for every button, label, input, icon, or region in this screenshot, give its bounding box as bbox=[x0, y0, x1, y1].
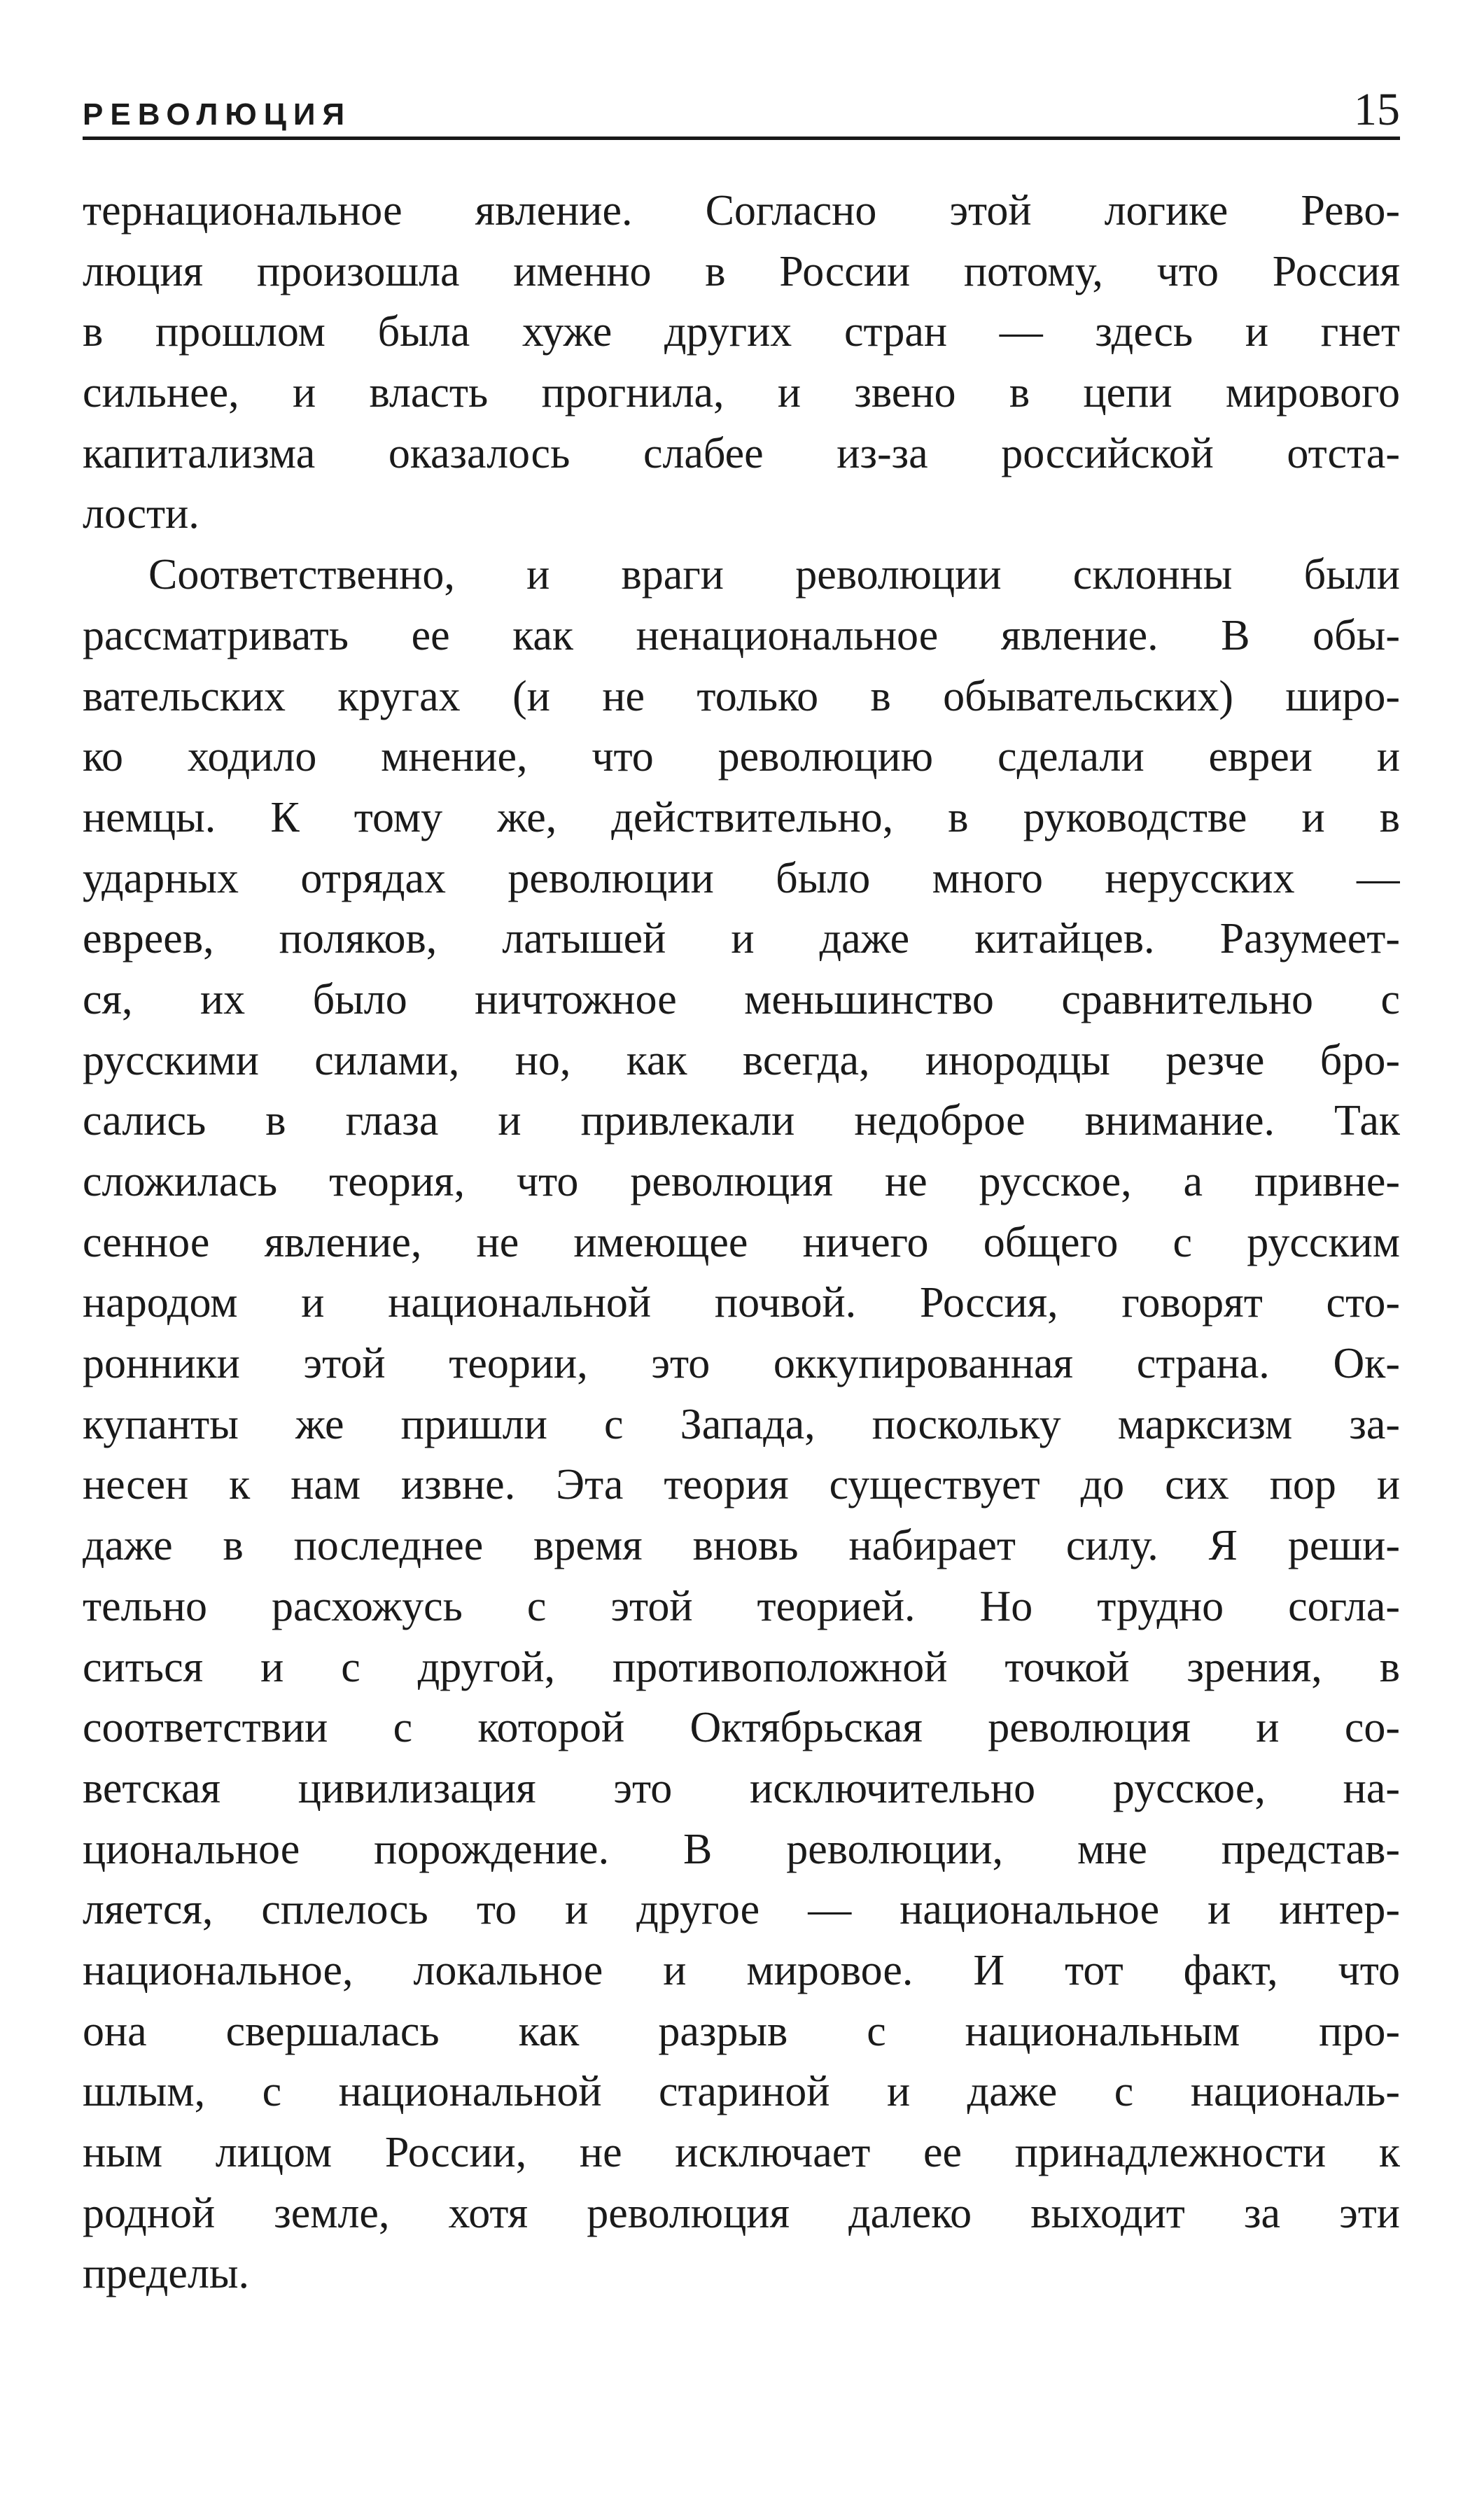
text-line: соответствии с которой Октябрьская революция и со- bbox=[83, 1704, 1400, 1752]
text-line: евреев, поляков, латышей и даже китайцев. Разумеет- bbox=[83, 915, 1400, 963]
text-line: капитализма оказалось слабее из-за российской отста- bbox=[83, 429, 1400, 477]
text-line: русскими силами, но, как всегда, инородцы резче бро- bbox=[83, 1036, 1400, 1084]
text-line: в прошлом была хуже других стран — здесь и гнет bbox=[83, 308, 1400, 356]
page-number: 15 bbox=[1354, 84, 1400, 135]
text-line: ситься и с другой, противоположной точкой зрения, в bbox=[83, 1643, 1400, 1691]
text-line: даже в последнее время вновь набирает силу. Я реши- bbox=[83, 1522, 1400, 1570]
body-text bbox=[83, 181, 1400, 2304]
paragraph bbox=[83, 545, 1400, 2304]
text-line: ляется, сплелось то и другое — национальное и интер- bbox=[83, 1886, 1400, 1934]
text-line: народом и национальной почвой. Россия, говорят сто- bbox=[83, 1279, 1400, 1327]
text-line: сенное явление, не имеющее ничего общего с русским bbox=[83, 1218, 1400, 1266]
text-line: пределы. bbox=[83, 2250, 250, 2298]
text-line: ветская цивилизация это исключительно русское, на- bbox=[83, 1764, 1400, 1812]
text-line: тернациональное явление. Согласно этой логике Рево- bbox=[83, 187, 1400, 234]
text-line: шлым, с национальной стариной и даже с националь- bbox=[83, 2068, 1400, 2116]
text-line: ным лицом России, не исключает ее принадлежности к bbox=[83, 2129, 1400, 2176]
text-line: тельно расхожусь с этой теорией. Но трудно согла- bbox=[83, 1582, 1400, 1630]
text-line: купанты же пришли с Запада, поскольку марксизм за- bbox=[83, 1400, 1400, 1448]
text-line: ронники этой теории, это оккупированная страна. Ок- bbox=[83, 1340, 1400, 1388]
text-line: люция произошла именно в России потому, что Россия bbox=[83, 247, 1400, 295]
text-line: ударных отрядах революции было много нерусских — bbox=[83, 854, 1400, 902]
text-line: немцы. К тому же, действительно, в руководстве и в bbox=[83, 793, 1400, 841]
text-line: несен к нам извне. Эта теория существует до сих пор и bbox=[83, 1461, 1400, 1509]
text-line: она свершалась как разрыв с национальным про- bbox=[83, 2007, 1400, 2055]
running-head bbox=[83, 76, 1400, 140]
text-line: сложилась теория, что революция не русское, а привне- bbox=[83, 1158, 1400, 1205]
text-line: вательских кругах (и не только в обывательских) широ- bbox=[83, 672, 1400, 720]
text-line: циональное порождение. В революции, мне представ- bbox=[83, 1825, 1400, 1873]
text-line: лости. bbox=[83, 490, 200, 538]
text-line: сильнее, и власть прогнила, и звено в цепи мирового bbox=[83, 369, 1400, 417]
section-title: РЕВОЛЮЦИЯ bbox=[83, 97, 352, 132]
text-line: ко ходило мнение, что революцию сделали евреи и bbox=[83, 733, 1400, 781]
text-line: ся, их было ничтожное меньшинство сравнительно с bbox=[83, 975, 1400, 1023]
text-line: национальное, локальное и мировое. И тот факт, что bbox=[83, 1946, 1400, 1994]
text-line: Соответственно, и враги революции склонны были bbox=[148, 551, 1400, 599]
text-line: рассматривать ее как ненациональное явление. В обы- bbox=[83, 611, 1400, 659]
text-line: сались в глаза и привлекали недоброе внимание. Так bbox=[83, 1097, 1400, 1145]
header-rule bbox=[83, 136, 1400, 140]
text-line: родной земле, хотя революция далеко выходит за эти bbox=[83, 2189, 1400, 2237]
paragraph bbox=[83, 181, 1400, 545]
